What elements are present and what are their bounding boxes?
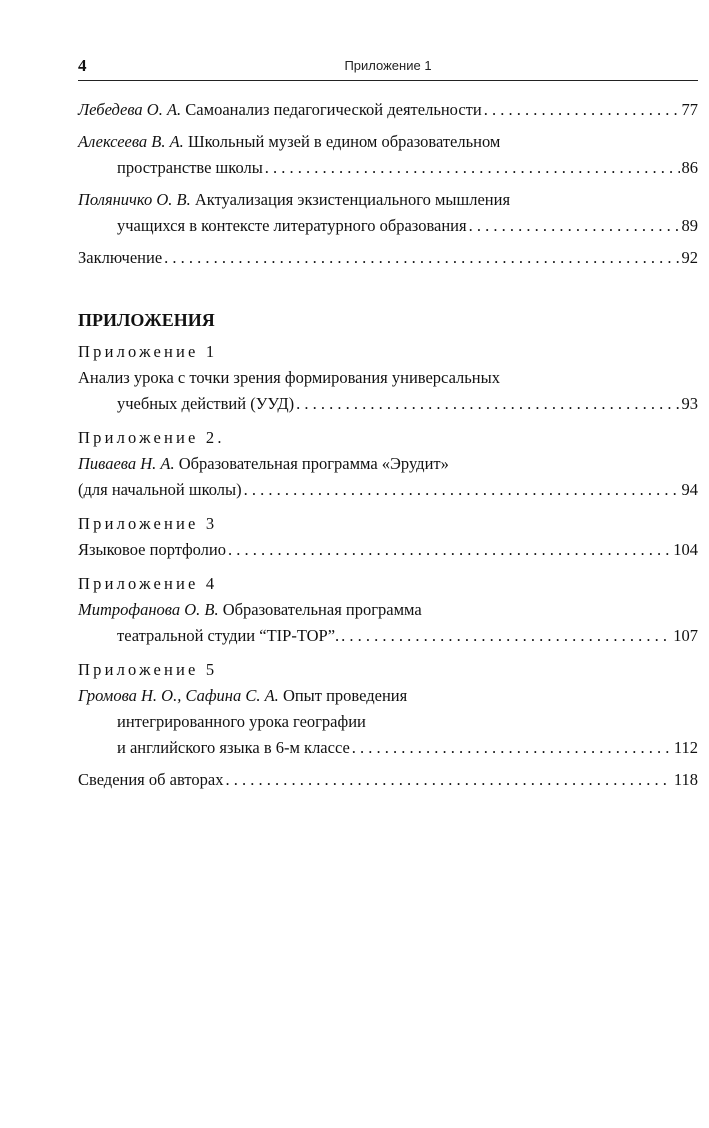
toc-author: Митрофанова О. В. [78, 600, 219, 619]
table-of-contents [78, 97, 698, 793]
toc-line [78, 451, 698, 477]
section-title: ПРИЛОЖЕНИЯ [78, 310, 215, 330]
toc-title: Опыт проведения [278, 686, 408, 705]
toc-title: Школьный музей в едином образовательном [183, 132, 501, 151]
toc-line [78, 709, 698, 735]
appendix-label: Приложение 2. [78, 428, 225, 447]
page-number: 4 [78, 56, 87, 75]
appendix-label: Приложение 3 [78, 514, 218, 533]
dot-leader [352, 735, 672, 761]
toc-line [78, 365, 698, 391]
toc-entry [78, 129, 698, 181]
toc-line [78, 245, 698, 271]
dot-leader [228, 537, 671, 563]
toc-line [78, 623, 698, 649]
toc-text [78, 129, 500, 155]
toc-entry [78, 683, 698, 761]
toc-author: Алексеева В. А. [78, 132, 184, 151]
appendix-label: Приложение 5 [78, 660, 218, 679]
toc-line [78, 187, 698, 213]
toc-title: Образовательная программа [218, 600, 422, 619]
toc-page: 104 [673, 540, 698, 559]
toc-page: 107 [673, 626, 698, 645]
dot-leader [225, 767, 671, 793]
toc-text [78, 683, 407, 709]
toc-entry [78, 97, 698, 123]
toc-line [78, 767, 698, 793]
toc-author: Громова Н. О., Сафина С. А. [78, 686, 279, 705]
toc-line [78, 155, 698, 181]
page-header [78, 56, 698, 80]
toc-line [78, 213, 698, 239]
toc-page: 86 [681, 158, 698, 177]
toc-line [78, 129, 698, 155]
toc-title: Актуализация экзистенциального мышления [190, 190, 511, 209]
toc-title: пространстве школы [117, 158, 263, 177]
dot-leader [265, 155, 680, 181]
toc-entry [78, 451, 698, 503]
toc-title: и английского языка в 6-м классе [117, 738, 350, 757]
toc-text [78, 597, 422, 623]
toc-entry [78, 537, 698, 563]
toc-entry [78, 597, 698, 649]
toc-line [78, 735, 698, 761]
toc-line [78, 597, 698, 623]
toc-title: Самоанализ педагогической деятельности [181, 100, 482, 119]
dot-leader [469, 213, 680, 239]
dot-leader [341, 623, 671, 649]
dot-leader [484, 97, 680, 123]
toc-title: Анализ урока с точки зрения формирования универсальных [78, 368, 500, 387]
toc-title: Образовательная программа «Эрудит» [174, 454, 449, 473]
header-rule [78, 80, 698, 81]
toc-page: 118 [673, 770, 698, 789]
toc-entry [78, 767, 698, 793]
dot-leader [244, 477, 680, 503]
toc-author: Лебедева О. А. [78, 100, 182, 119]
toc-line [78, 391, 698, 417]
appendix-label: Приложение 1 [78, 342, 218, 361]
toc-page: 92 [681, 248, 698, 267]
toc-title: учащихся в контексте литературного образования [117, 216, 467, 235]
toc-text [78, 97, 482, 123]
toc-author: Пиваева Н. А. [78, 454, 175, 473]
toc-entry [78, 365, 698, 417]
toc-page: 94 [681, 480, 698, 499]
appendix-label: Приложение 4 [78, 574, 218, 593]
toc-line [78, 537, 698, 563]
toc-line [78, 477, 698, 503]
toc-entry [78, 245, 698, 271]
toc-title: Языковое портфолио [78, 540, 226, 559]
dot-leader [164, 245, 679, 271]
toc-title: театральной студии “TIP-TOP”. [117, 626, 340, 645]
toc-title: (для начальной школы) [78, 480, 242, 499]
toc-entry [78, 187, 698, 239]
toc-text [78, 187, 510, 213]
toc-title: Заключение [78, 248, 163, 267]
toc-page: 93 [681, 394, 698, 413]
toc-page: 89 [681, 216, 698, 235]
toc-title: учебных действий (УУД) [117, 394, 295, 413]
toc-text [78, 451, 449, 477]
toc-title: Сведения об авторах [78, 770, 224, 789]
dot-leader [296, 391, 679, 417]
toc-line [78, 97, 698, 123]
toc-line [78, 683, 698, 709]
toc-page: 112 [673, 738, 698, 757]
toc-title: интегрированного урока географии [117, 712, 366, 731]
toc-page: 77 [681, 100, 698, 119]
toc-author: Поляничко О. В. [78, 190, 191, 209]
running-title: Приложение 1 [344, 58, 432, 73]
